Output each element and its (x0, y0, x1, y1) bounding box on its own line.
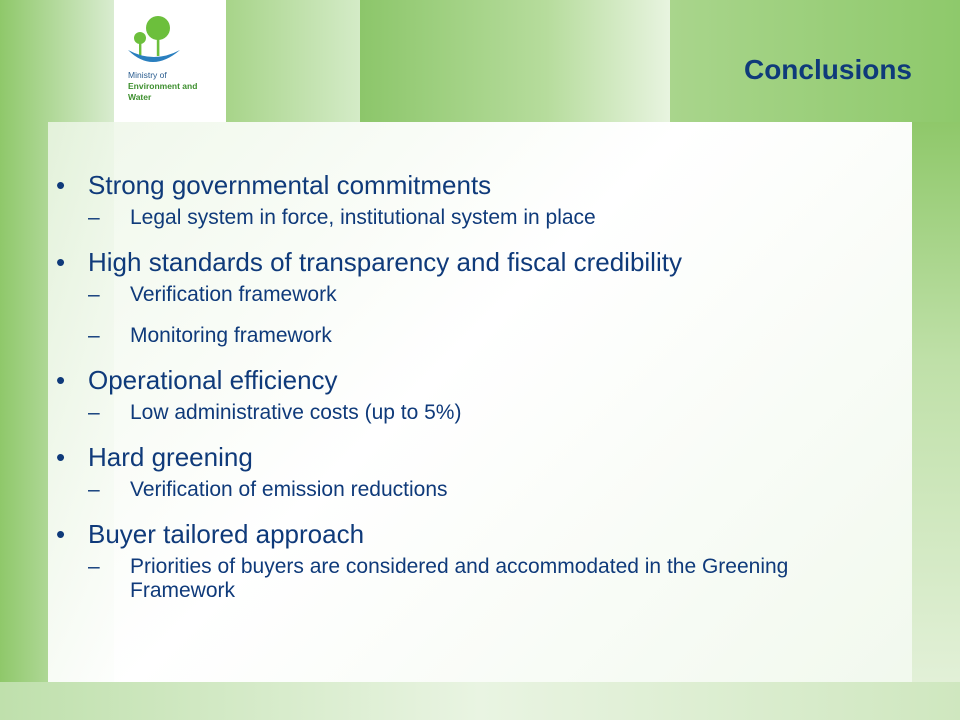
bg-band-top-green (360, 0, 670, 122)
dash-marker: – (88, 324, 100, 347)
sub-item (88, 555, 870, 603)
bullet-text: Buyer tailored approach (88, 519, 365, 549)
bullet-item (48, 247, 912, 348)
dash-marker: – (88, 478, 100, 501)
dash-marker: – (88, 555, 100, 578)
sub-text: Verification framework (130, 283, 337, 306)
tree-logo-icon (124, 10, 184, 68)
sub-item (88, 206, 912, 230)
logo-line-2: Environment and (128, 81, 198, 91)
sub-item (88, 478, 912, 502)
slide-title: Conclusions (743, 54, 912, 85)
bullet-list (48, 122, 912, 603)
bullet-marker: • (56, 442, 66, 472)
bullet-marker: • (56, 170, 66, 200)
bullet-marker: • (56, 365, 66, 395)
sub-list (88, 283, 912, 348)
sub-list (88, 401, 912, 425)
sub-list (88, 555, 912, 603)
logo-text (128, 70, 197, 103)
sub-text: Legal system in force, institutional system in place (130, 206, 596, 229)
logo-line-3: Water (128, 92, 152, 102)
sub-item (88, 401, 912, 425)
bg-band-bottom (0, 682, 960, 720)
dash-marker: – (88, 401, 100, 424)
slide-content (48, 122, 912, 682)
dash-marker: – (88, 206, 100, 229)
sub-text: Monitoring framework (130, 324, 332, 347)
sub-item (88, 283, 912, 307)
bullet-text: Hard greening (88, 442, 253, 472)
sub-list (88, 206, 912, 230)
logo-line-1: Ministry of (128, 70, 167, 80)
sub-text: Verification of emission reductions (130, 478, 448, 501)
ministry-logo (114, 0, 226, 122)
sub-text: Low administrative costs (up to 5%) (130, 401, 462, 424)
sub-item (88, 324, 912, 348)
sub-text: Priorities of buyers are considered and accommodated in the Greening Framework (130, 555, 789, 602)
sub-list (88, 478, 912, 502)
dash-marker: – (88, 283, 100, 306)
bg-band-right (912, 122, 960, 720)
bullet-marker: • (56, 247, 66, 277)
bullet-item (48, 442, 912, 502)
bullet-text: High standards of transparency and fiscal credibility (88, 247, 682, 277)
bullet-marker: • (56, 519, 66, 549)
bullet-text: Operational efficiency (88, 365, 338, 395)
bullet-item (48, 519, 912, 603)
bullet-text: Strong governmental commitments (88, 170, 492, 200)
bullet-item (48, 170, 912, 230)
bg-band-top-mid (226, 0, 360, 122)
bullet-item (48, 365, 912, 425)
